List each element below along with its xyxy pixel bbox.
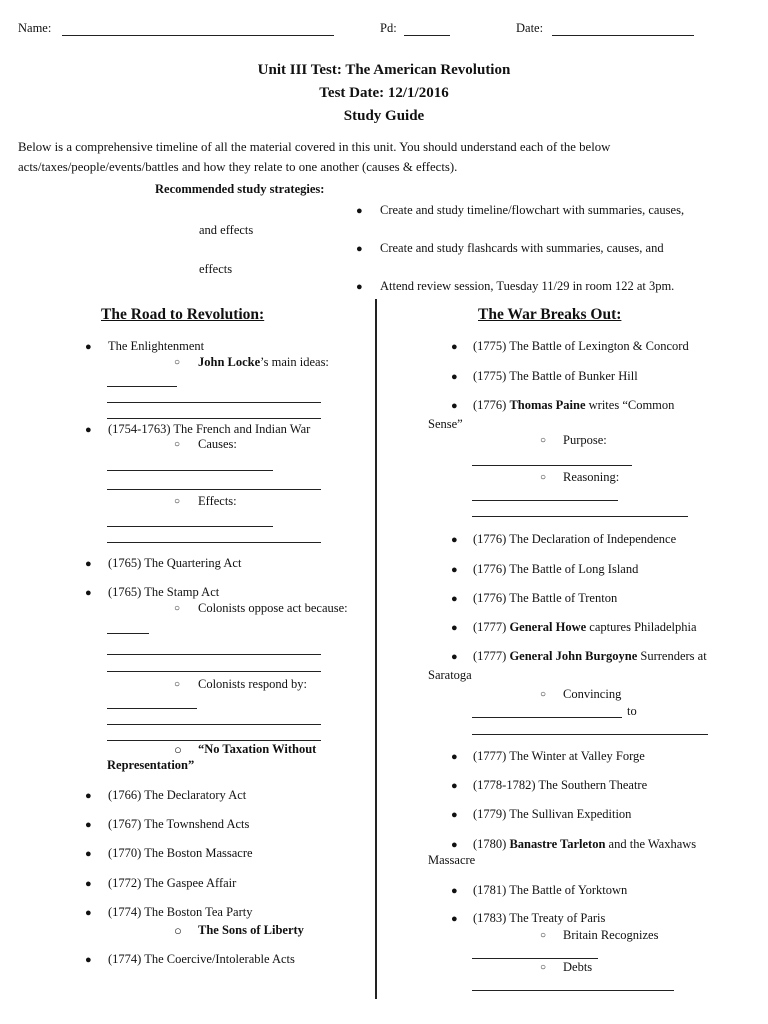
pd-label: Pd:	[380, 21, 397, 35]
bullet-icon: ●	[85, 819, 92, 831]
answer-blank[interactable]	[107, 708, 197, 709]
answer-blank[interactable]	[107, 489, 321, 490]
strategy-3: Attend review session, Tuesday 11/29 in room 122 at 3pm.	[380, 279, 675, 293]
test-date: Test Date: 12/1/2016	[319, 85, 449, 101]
item-french-indian-war: (1754-1763) The French and Indian War	[108, 422, 311, 436]
item-causes: Causes:	[198, 437, 237, 451]
item-respond: Colonists respond by:	[198, 677, 308, 691]
bullet-icon: ●	[85, 424, 92, 436]
item-trenton: (1776) The Battle of Trenton	[473, 591, 618, 605]
circle-bullet-icon: ○	[174, 923, 182, 938]
item-thomas-paine: (1776) Thomas Paine writes “Common	[473, 398, 675, 412]
answer-blank[interactable]	[472, 465, 632, 466]
bullet-icon: ●	[451, 564, 458, 576]
strategy-2-cont: effects	[199, 262, 233, 276]
item-debts: Debts	[563, 960, 593, 974]
item-locke: John Locke’s main ideas:	[198, 355, 329, 369]
item-stamp-act: (1765) The Stamp Act	[108, 585, 220, 599]
item-reasoning: Reasoning:	[563, 470, 620, 484]
item-oppose: Colonists oppose act because:	[198, 601, 348, 615]
item-declaration: (1776) The Declaration of Independence	[473, 532, 677, 546]
left-heading: The Road to Revolution:	[101, 306, 265, 323]
bullet-icon: ●	[451, 809, 458, 821]
answer-blank[interactable]	[472, 990, 674, 991]
circle-bullet-icon: ○	[540, 930, 547, 941]
date-blank[interactable]	[552, 35, 694, 36]
item-tarleton: (1780) Banastre Tarleton and the Waxhaws	[473, 837, 697, 851]
bullet-icon: ●	[451, 780, 458, 792]
item-long-island: (1776) The Battle of Long Island	[473, 562, 639, 576]
item-no-taxation: “No Taxation Without	[198, 742, 317, 756]
bullet-icon: ●	[451, 622, 458, 634]
item-declaratory-act: (1766) The Declaratory Act	[108, 788, 247, 802]
intro-line-1: Below is a comprehensive timeline of all the material covered in this unit. You should understand each of the below	[18, 140, 611, 154]
answer-blank[interactable]	[107, 402, 321, 403]
name-blank[interactable]	[62, 35, 334, 36]
date-label: Date:	[516, 21, 544, 35]
circle-bullet-icon: ○	[174, 496, 181, 507]
strategy-1: Create and study timeline/flowchart with summaries, causes,	[380, 203, 685, 217]
bullet-icon: ●	[451, 534, 458, 546]
item-thomas-paine-cont: Sense”	[428, 417, 463, 431]
name-label: Name:	[18, 21, 52, 35]
strategy-1-cont: and effects	[199, 223, 254, 237]
answer-blank[interactable]	[107, 526, 273, 527]
item-townshend-acts: (1767) The Townshend Acts	[108, 817, 250, 831]
item-convincing: Convincing	[563, 687, 622, 701]
answer-blank[interactable]	[472, 717, 622, 718]
item-sullivan-expedition: (1779) The Sullivan Expedition	[473, 807, 632, 821]
answer-blank[interactable]	[107, 724, 321, 725]
circle-bullet-icon: ○	[540, 435, 547, 446]
item-treaty-of-paris: (1783) The Treaty of Paris	[473, 911, 606, 925]
answer-blank[interactable]	[472, 500, 618, 501]
item-purpose: Purpose:	[563, 433, 607, 447]
bullet-icon: ●	[451, 593, 458, 605]
answer-blank[interactable]	[107, 470, 273, 471]
item-britain-recognizes: Britain Recognizes	[563, 928, 659, 942]
item-quartering-act: (1765) The Quartering Act	[108, 556, 242, 570]
bullet-icon: ●	[85, 587, 92, 599]
bullet-icon: ●	[451, 371, 458, 383]
bullet-icon: ●	[356, 205, 363, 217]
circle-bullet-icon: ○	[540, 689, 547, 700]
item-lexington-concord: (1775) The Battle of Lexington & Concord	[473, 339, 689, 353]
item-burgoyne-cont: Saratoga	[428, 668, 472, 682]
answer-blank[interactable]	[107, 418, 321, 419]
answer-blank[interactable]	[107, 740, 321, 741]
bullet-icon: ●	[85, 848, 92, 860]
item-convincing-to: to	[627, 704, 637, 718]
study-guide-title: Study Guide	[343, 108, 425, 124]
bullet-icon: ●	[451, 839, 458, 851]
circle-bullet-icon: ○	[174, 742, 182, 757]
circle-bullet-icon: ○	[540, 472, 547, 483]
answer-blank[interactable]	[107, 671, 321, 672]
answer-blank[interactable]	[472, 958, 598, 959]
bullet-icon: ●	[85, 954, 92, 966]
item-sons-of-liberty: The Sons of Liberty	[198, 923, 304, 937]
bullet-icon: ●	[451, 341, 458, 353]
bullet-icon: ●	[451, 751, 458, 763]
bullet-icon: ●	[85, 341, 92, 353]
bullet-icon: ●	[85, 790, 92, 802]
answer-blank[interactable]	[107, 386, 177, 387]
bullet-icon: ●	[85, 878, 92, 890]
bullet-icon: ●	[85, 558, 92, 570]
item-coercive-acts: (1774) The Coercive/Intolerable Acts	[108, 952, 295, 966]
item-bunker-hill: (1775) The Battle of Bunker Hill	[473, 369, 638, 383]
item-gaspee-affair: (1772) The Gaspee Affair	[108, 876, 237, 890]
column-divider	[375, 299, 377, 999]
answer-blank[interactable]	[472, 516, 688, 517]
answer-blank[interactable]	[107, 633, 149, 634]
bullet-icon: ●	[451, 885, 458, 897]
item-no-taxation-cont: Representation”	[107, 758, 195, 772]
page-title: Unit III Test: The American Revolution	[257, 62, 511, 78]
item-burgoyne: (1777) General John Burgoyne Surrenders at	[473, 649, 707, 663]
bullet-icon: ●	[451, 651, 458, 663]
strategy-2: Create and study flashcards with summaries, causes, and	[380, 241, 664, 255]
answer-blank[interactable]	[107, 542, 321, 543]
intro-line-2: acts/taxes/people/events/battles and how they relate to one another (causes & effects).	[18, 160, 458, 174]
strategies-heading: Recommended study strategies:	[155, 182, 325, 196]
item-enlightenment: The Enlightenment	[108, 339, 205, 353]
bullet-icon: ●	[85, 907, 92, 919]
pd-blank[interactable]	[404, 35, 450, 36]
circle-bullet-icon: ○	[174, 603, 181, 614]
item-boston-tea-party: (1774) The Boston Tea Party	[108, 905, 253, 919]
circle-bullet-icon: ○	[174, 439, 181, 450]
item-tarleton-cont: Massacre	[428, 853, 476, 867]
circle-bullet-icon: ○	[174, 679, 181, 690]
answer-blank[interactable]	[472, 734, 708, 735]
bullet-icon: ●	[356, 243, 363, 255]
item-effects: Effects:	[198, 494, 237, 508]
answer-blank[interactable]	[107, 654, 321, 655]
bullet-icon: ●	[451, 913, 458, 925]
item-valley-forge: (1777) The Winter at Valley Forge	[473, 749, 645, 763]
circle-bullet-icon: ○	[174, 357, 181, 368]
item-yorktown: (1781) The Battle of Yorktown	[473, 883, 628, 897]
bullet-icon: ●	[451, 400, 458, 412]
bullet-icon: ●	[356, 281, 363, 293]
item-southern-theatre: (1778-1782) The Southern Theatre	[473, 778, 648, 792]
item-boston-massacre: (1770) The Boston Massacre	[108, 846, 253, 860]
right-heading: The War Breaks Out:	[478, 306, 622, 323]
circle-bullet-icon: ○	[540, 962, 547, 973]
item-general-howe: (1777) General Howe captures Philadelphia	[473, 620, 697, 634]
